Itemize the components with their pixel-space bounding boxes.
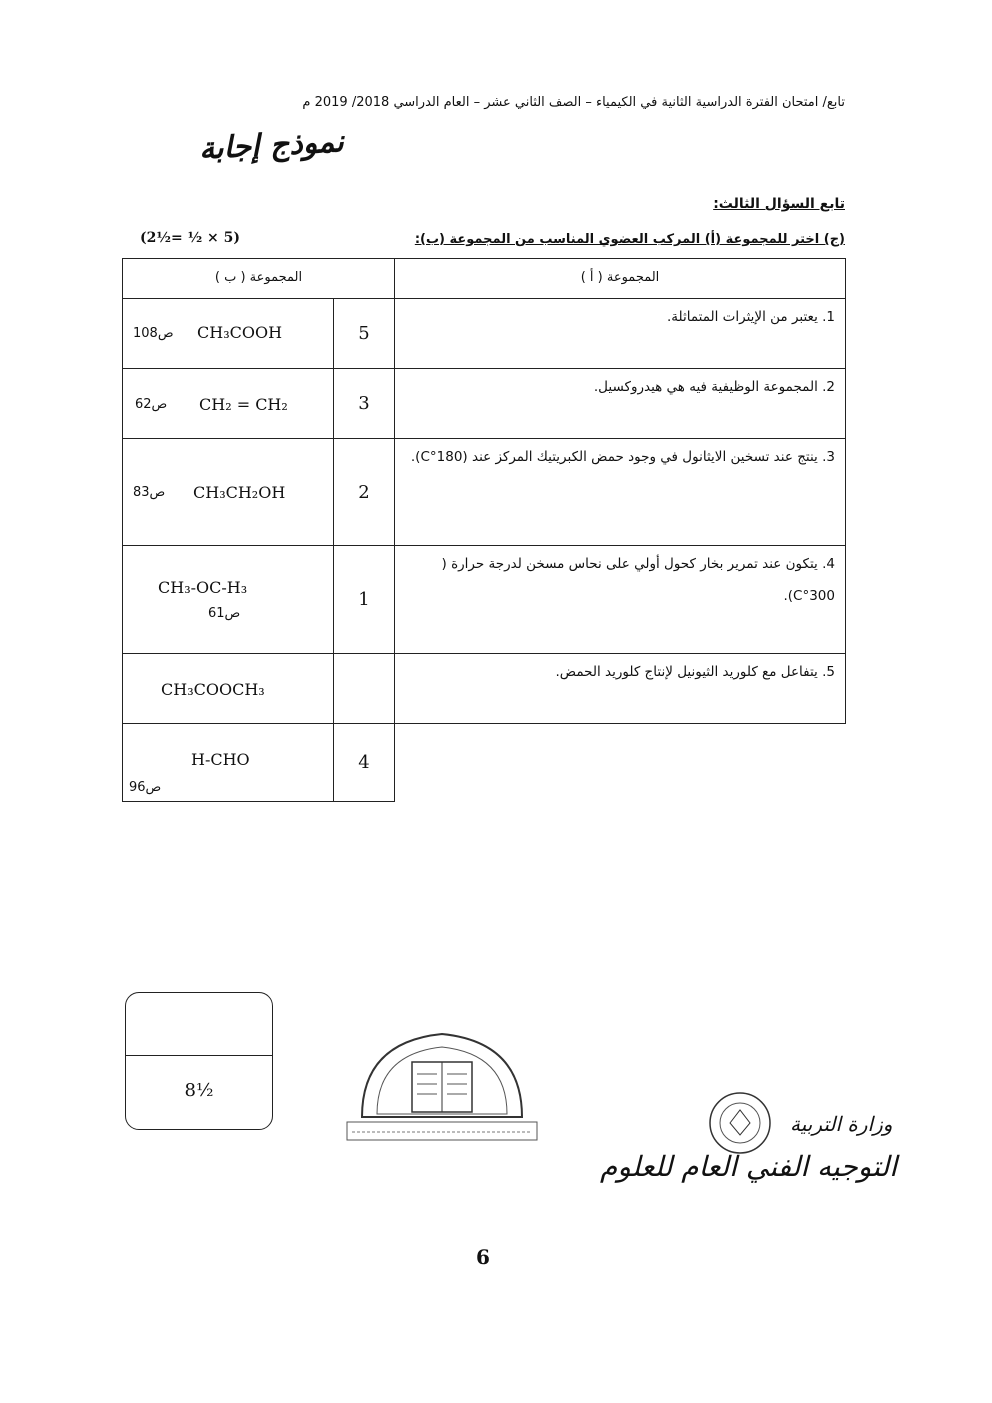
answer-page-1: ص108 [133, 326, 174, 341]
group-a-header: المجموعة ( أ ) [394, 258, 846, 299]
ministry-stamp-icon [342, 1022, 542, 1152]
answer-number-1: 5 [333, 298, 395, 369]
answer-cell-3 [122, 438, 334, 546]
page-number: 6 [476, 1245, 490, 1269]
question-5: 5. يتفاعل مع كلوريد الثيونيل لإنتاج كلوريد الحمض. [394, 653, 846, 724]
answer-cell-6 [122, 723, 334, 802]
answer-formula-4: CH₃-OC-H₃ [158, 578, 248, 597]
group-b-header: المجموعة ( ب ) [122, 258, 395, 299]
question-3: 3. ينتج عند تسخين الايثانول في وجود حمض الكبريتيك المركز عند (180°C). [394, 438, 846, 546]
answer-formula-6: H-CHO [191, 750, 250, 769]
answer-page-2: ص62 [135, 397, 168, 412]
answer-number-6: 4 [333, 723, 395, 802]
answer-cell-2 [122, 368, 334, 439]
question-1: 1. يعتبر من الإيثرات المتماثلة. [394, 298, 846, 369]
answer-model-title: نموذج إجابة [198, 124, 345, 167]
answer-formula-2: CH₂ = CH₂ [199, 395, 288, 414]
question-4: 4. يتكون عند تمرير بخار كحول أولي على نحاس مسخن لدرجة حرارة ( 300°C). [394, 545, 846, 654]
answer-number-4: 1 [333, 545, 395, 654]
answer-number-2: 3 [333, 368, 395, 439]
score-divider [125, 1055, 273, 1056]
question-2: 2. المجموعة الوظيفية فيه هي هيدروكسيل. [394, 368, 846, 439]
signature-department: التوجيه الفني العام للعلوم [600, 1150, 898, 1183]
answer-cell-1 [122, 298, 334, 369]
answer-page-3: ص83 [133, 485, 166, 500]
score-value: 8½ [184, 1080, 214, 1101]
answer-page-6: ص96 [129, 780, 162, 795]
answer-number-5 [333, 653, 395, 724]
answer-formula-1: CH₃COOH [197, 323, 283, 342]
question-instruction: (ج) اختر للمجموعة (أ) المركب العضوي المناسب من المجموعة (ب): [414, 232, 845, 247]
answer-number-3: 2 [333, 438, 395, 546]
answer-cell-5 [122, 653, 334, 724]
exam-header-line: تابع/ امتحان الفترة الدراسية الثانية في الكيمياء – الصف الثاني عشر – العام الدراسي 2018/ 2019 م [302, 95, 845, 110]
answer-formula-3: CH₃CH₂OH [193, 483, 286, 502]
answer-page-4: ص61 [208, 606, 241, 621]
marks-allocation: (2½= ½ × 5) [140, 230, 241, 246]
answer-cell-4 [122, 545, 334, 654]
answer-formula-5: CH₃COOCH₃ [161, 680, 265, 699]
signature-ministry: وزارة التربية [790, 1112, 893, 1136]
section-title: تابع السؤال الثالث: [713, 196, 845, 212]
score-box [125, 992, 273, 1130]
